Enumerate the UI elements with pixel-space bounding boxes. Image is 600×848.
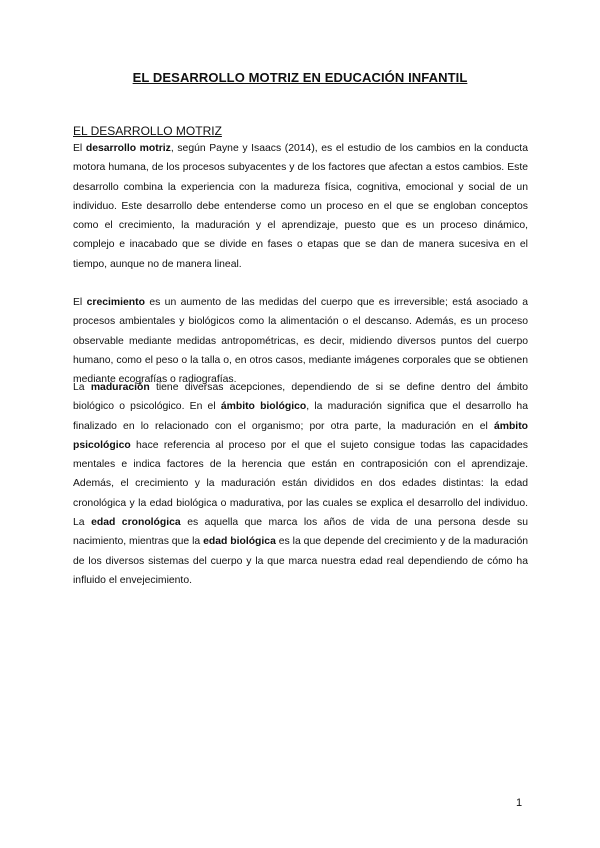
- paragraph-maduracion: [73, 378, 528, 590]
- paragraph-text: La: [73, 382, 91, 393]
- bold-term: edad biológica: [203, 536, 276, 548]
- paragraph-crecimiento: [73, 293, 528, 389]
- page-number: 1: [516, 797, 523, 809]
- paragraph-text: , según Payne y Isaacs (2014), es el estudio de los cambios en la conducta motora humana, de los procesos subyacentes y de los factores que afectan a estos cambios. Este desarrollo combina la experiencia con la madureza física, cognitiva, emocional y social de un individuo. Este desarrollo debe entenderse como un proceso en el que se engloban conceptos como el crecimiento, la maduración y el aprendizaje, puesto que es un proceso dinámico, complejo e inacabado que se divide en fases o etapas que se dan de manera sucesiva en el tiempo, aunque no de manera lineal.: [73, 143, 528, 270]
- bold-term: ámbito biológico: [220, 401, 307, 413]
- paragraph-desarrollo-motriz: [73, 139, 528, 274]
- paragraph-text: , la maduración significa que el desarrollo ha finalizado en lo relacionado con el organismo; por otra parte, la maduración en el: [73, 401, 528, 432]
- paragraph-text: hace referencia al proceso por el que el sujeto consigue todas las capacidades mentales e indica factores de la herencia que están en contraposición con el aprendizaje. Además, el crecimiento y la maduración están divididos en dos edades distintas: la edad cronológica y la edad biológica o madurativa, por las cuales se explica el desarrollo del individuo. La: [73, 439, 528, 529]
- paragraph-text: El: [73, 143, 86, 154]
- paragraph-text: es aquella que marca los años de vida de una persona desde su nacimiento, mientras que la: [73, 517, 528, 548]
- paragraph-text: es la que depende del crecimiento y de la maduración de los diversos sistemas del cuerpo y la que marca nuestra edad real dependiendo de cómo ha influido el envejecimiento.: [73, 536, 529, 586]
- bold-term: maduración: [90, 382, 150, 393]
- bold-term: ámbito psicológico: [73, 420, 528, 451]
- section-heading: EL DESARROLLO MOTRIZ: [73, 124, 222, 138]
- bold-term: desarrollo motriz: [85, 143, 171, 154]
- bold-term: edad cronológica: [91, 517, 181, 529]
- paragraph-text: tiene diversas acepciones, dependiendo de si se define dentro del ámbito biológico o psicológico. En el: [73, 382, 529, 413]
- paragraph-text: es un aumento de las medidas del cuerpo que es irreversible; está asociado a procesos ambientales y biológicos como la alimentación o el descanso. Además, es un proceso observable mediante medidas antropométricas, es decir, midiendo diversos puntos del cuerpo humano, como el peso o la talla o, en otros casos, mediante imágenes corporales que se obtienen mediante ecografías o radiografías.: [73, 297, 528, 386]
- document-title: EL DESARROLLO MOTRIZ EN EDUCACIÓN INFANTIL: [132, 70, 468, 85]
- bold-term: crecimiento: [86, 297, 145, 308]
- paragraph-text: El: [73, 297, 87, 308]
